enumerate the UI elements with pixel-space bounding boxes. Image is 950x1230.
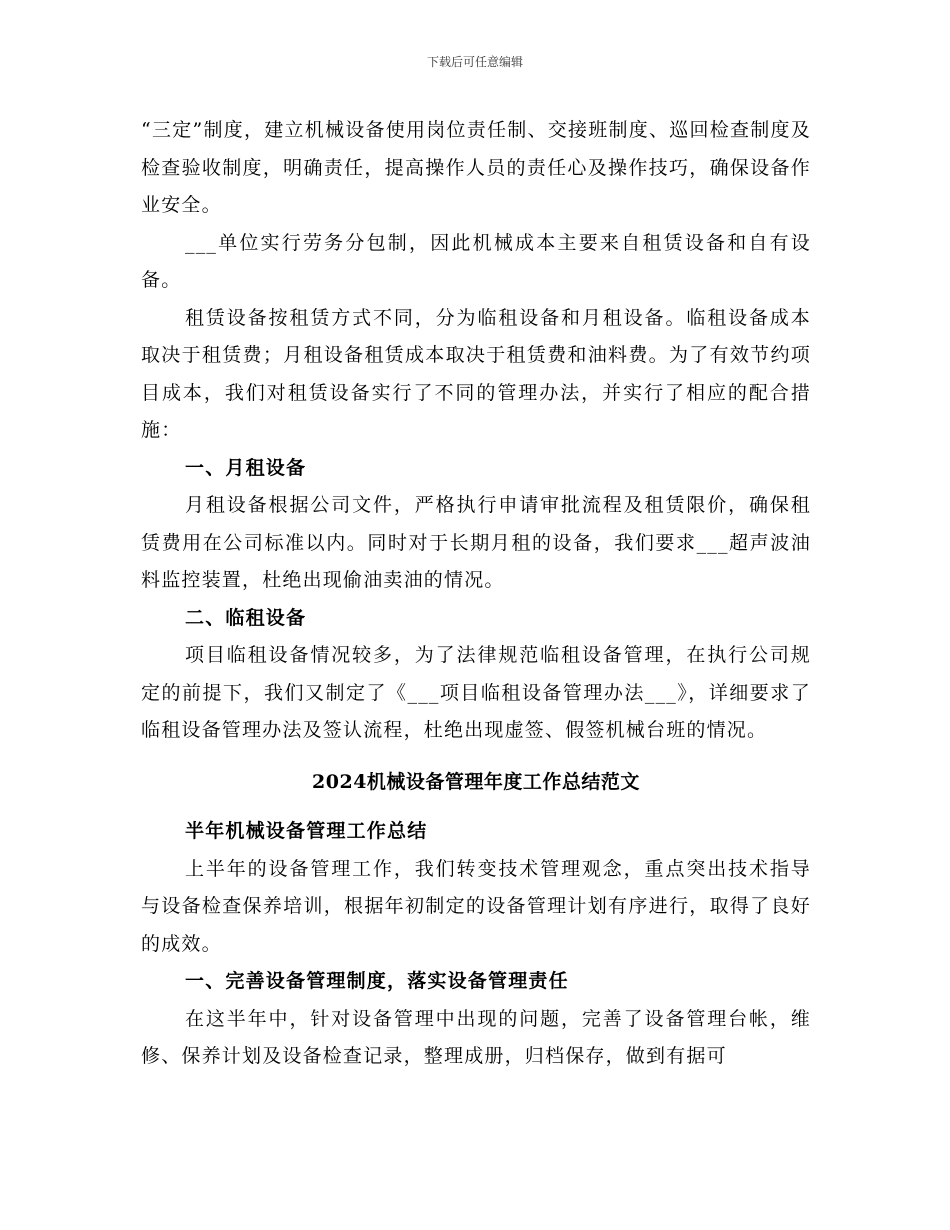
paragraph-leased-equipment: 租赁设备按租赁方式不同，分为临租设备和月租设备。临租设备成本取决于租赁费；月租设备租赁成本取决于租赁费和油料费。为了有效节约项目成本，我们对租赁设备实行了不同的管理办法，并实行了相应的配合措施： [141,306,811,441]
paragraph-improve-system: 在这半年中，针对设备管理中出现的问题，完善了设备管理台帐，维修、保养计划及设备检查记录，整理成册，归档保存，做到有据可 [141,1007,811,1067]
paragraph-three-fixed-system: “三定”制度，建立机械设备使用岗位责任制、交接班制度、巡回检查制度及检查验收制度，明确责任，提高操作人员的责任心及操作技巧，确保设备作业安全。 [141,119,811,216]
paragraph-monthly-lease: 月租设备根据公司文件，严格执行申请审批流程及租赁限价，确保租赁费用在公司标准以内。同时对于长期月租的设备，我们要求___超声波油料监控装置，杜绝出现偷油卖油的情况。 [141,494,811,591]
heading-improve-system: 一、完善设备管理制度，落实设备管理责任 [185,970,569,992]
heading-monthly-lease: 一、月租设备 [185,456,307,479]
document-body [141,112,811,1076]
paragraph-half-year-intro: 上半年的设备管理工作，我们转变技术管理观念，重点突出技术指导与设备检查保养培训，根据年初制定的设备管理计划有序进行，取得了良好的成效。 [141,857,811,955]
document-title: 2024机械设备管理年度工作总结范文 [312,770,640,793]
paragraph-temporary-lease: 项目临租设备情况较多，为了法律规范临租设备管理，在执行公司规定的前提下，我们又制定了《___项目临租设备管理办法___》，详细要求了临租设备管理办法及签认流程，杜绝出现虚签、假签机械台班的情况。 [141,644,811,741]
page-header: 下载后可任意编辑 [426,55,523,69]
heading-temporary-lease: 二、临租设备 [185,606,307,629]
heading-half-year-summary: 半年机械设备管理工作总结 [185,820,428,842]
paragraph-labor-subcontract: ___单位实行劳务分包制，因此机械成本主要来自租赁设备和自有设备。 [141,231,811,291]
